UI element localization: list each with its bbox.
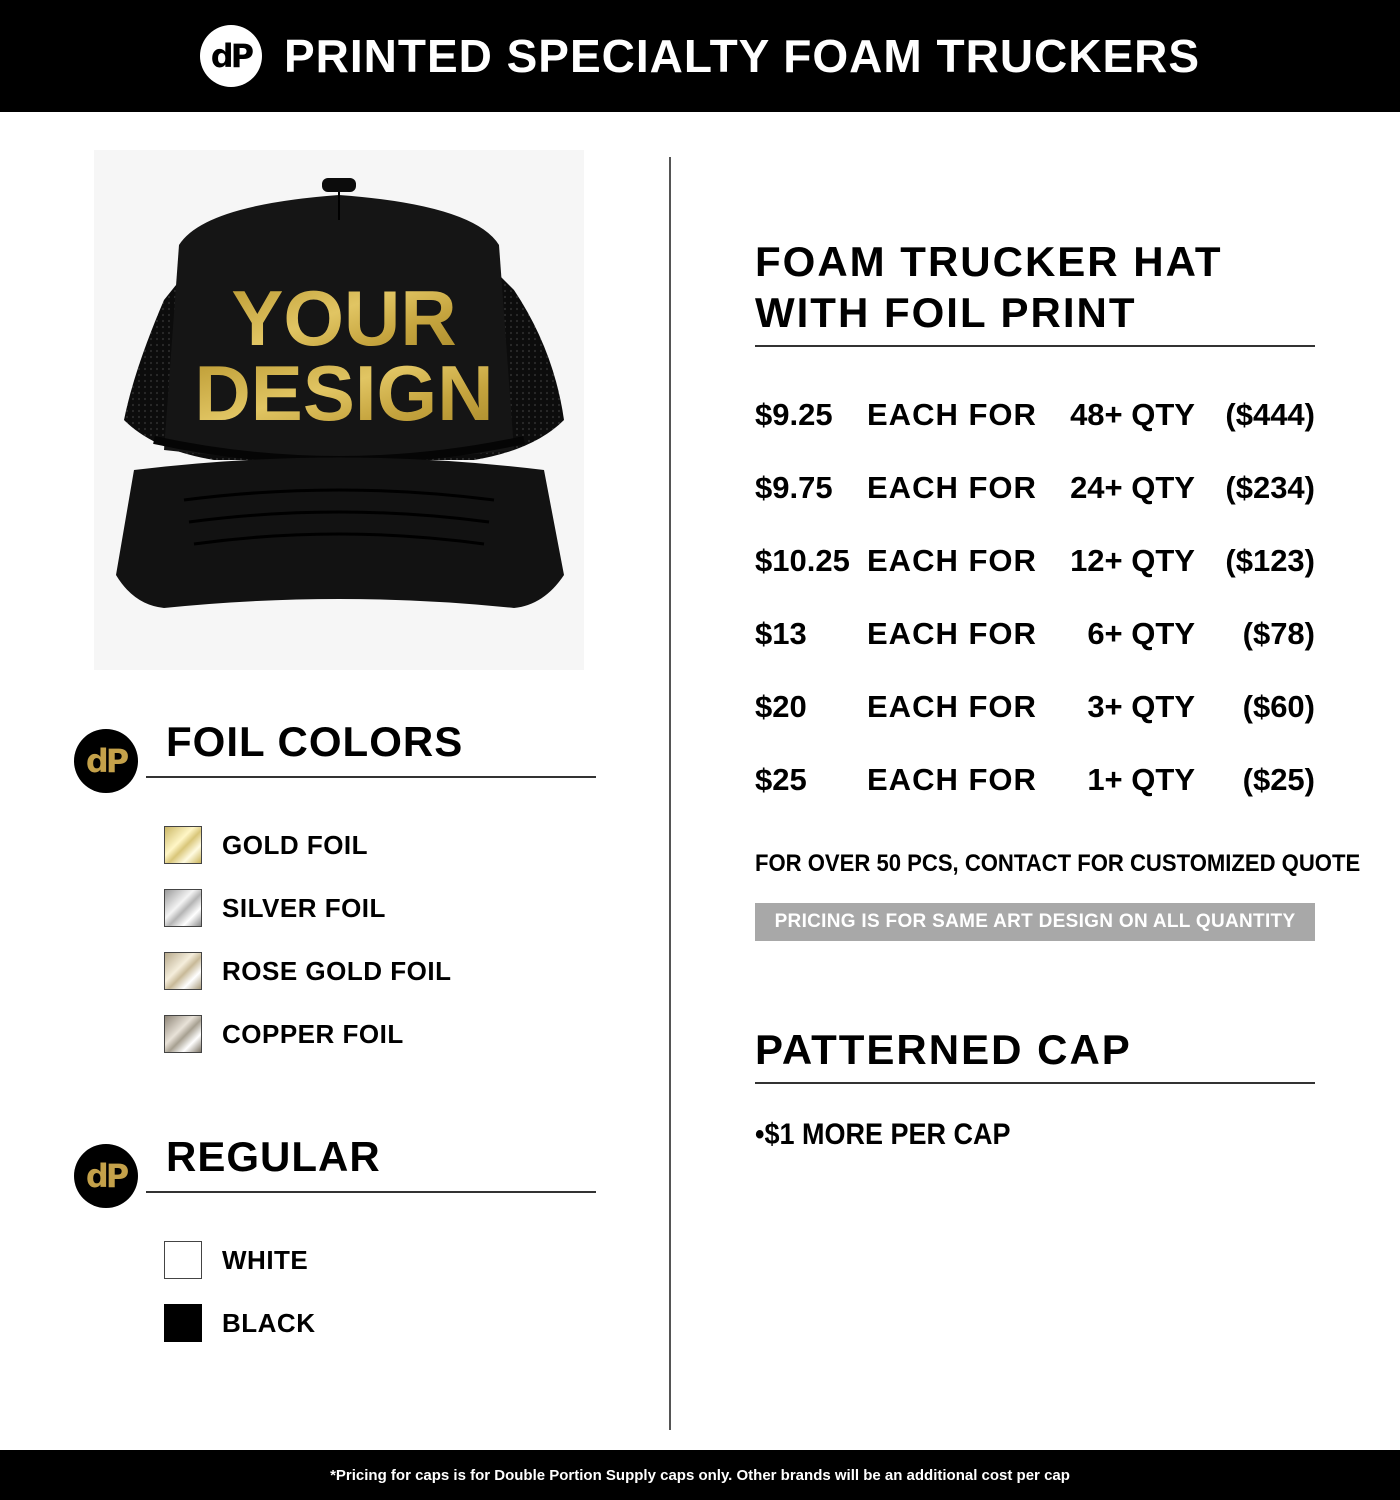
price-each: EACH FOR xyxy=(867,470,1037,505)
price-total: ($123) xyxy=(1225,543,1315,578)
regular-section-logo-text: dP xyxy=(85,1157,127,1195)
price-each: EACH FOR xyxy=(867,397,1037,432)
rose-gold-foil-swatch xyxy=(164,952,202,990)
same-art-note: PRICING IS FOR SAME ART DESIGN ON ALL QUANTITY xyxy=(755,903,1315,941)
white-swatch xyxy=(164,1241,202,1279)
price-each: EACH FOR xyxy=(867,762,1037,797)
silver-foil-swatch xyxy=(164,889,202,927)
page-header xyxy=(0,0,1400,112)
price-row xyxy=(755,616,1315,656)
price-qty: 48+ QTY xyxy=(1070,397,1195,432)
contact-note: FOR OVER 50 PCS, CONTACT FOR CUSTOMIZED QUOTE xyxy=(755,850,1361,877)
foil-section-logo-text: dP xyxy=(85,742,127,780)
brand-logo-text: dP xyxy=(210,37,252,75)
regular-option-white xyxy=(164,1241,308,1279)
foil-option-label: COPPER FOIL xyxy=(222,1018,404,1049)
price-value: $20 xyxy=(755,689,807,724)
foil-colors-rule xyxy=(146,776,596,778)
regular-option-black xyxy=(164,1304,316,1342)
price-row xyxy=(755,689,1315,729)
price-value: $9.25 xyxy=(755,397,833,432)
regular-option-label: BLACK xyxy=(222,1307,316,1338)
regular-section-logo xyxy=(74,1144,138,1208)
page-title: PRINTED SPECIALTY FOAM TRUCKERS xyxy=(283,30,1201,82)
price-qty: 1+ QTY xyxy=(1087,762,1195,797)
foil-option-label: SILVER FOIL xyxy=(222,892,386,923)
patterned-rule xyxy=(755,1082,1315,1084)
price-qty: 3+ QTY xyxy=(1087,689,1195,724)
hat-print-line1: YOUR xyxy=(231,274,457,362)
copper-foil-swatch xyxy=(164,1015,202,1053)
price-total: ($444) xyxy=(1225,397,1315,432)
price-qty: 24+ QTY xyxy=(1070,470,1195,505)
price-row xyxy=(755,762,1315,802)
pricing-rule xyxy=(755,345,1315,347)
price-each: EACH FOR xyxy=(867,616,1037,651)
price-row xyxy=(755,470,1315,510)
foil-option-rose-gold xyxy=(164,952,451,990)
price-row xyxy=(755,543,1315,583)
regular-rule xyxy=(146,1191,596,1193)
price-value: $25 xyxy=(755,762,807,797)
price-each: EACH FOR xyxy=(867,543,1037,578)
foil-option-label: GOLD FOIL xyxy=(222,829,369,860)
pricing-title-line2: WITH FOIL PRINT xyxy=(755,289,1137,336)
price-qty: 6+ QTY xyxy=(1087,616,1195,651)
foil-option-gold xyxy=(164,826,368,864)
gold-foil-swatch xyxy=(164,826,202,864)
patterned-bullet: •$1 MORE PER CAP xyxy=(755,1118,1011,1151)
foil-colors-title: FOIL COLORS xyxy=(166,718,464,765)
page-footer xyxy=(0,1450,1400,1500)
price-total: ($60) xyxy=(1242,689,1315,724)
pricing-title xyxy=(755,236,1223,338)
price-row xyxy=(755,397,1315,437)
regular-option-label: WHITE xyxy=(222,1244,309,1275)
price-each: EACH FOR xyxy=(867,689,1037,724)
foil-section-logo xyxy=(74,729,138,793)
foil-option-copper xyxy=(164,1015,404,1053)
footer-note: *Pricing for caps is for Double Portion Supply caps only. Other brands will be an additional cost per cap xyxy=(330,1466,1070,1484)
regular-title: REGULAR xyxy=(166,1133,381,1180)
hat-print-line2: DESIGN xyxy=(194,349,494,437)
black-swatch xyxy=(164,1304,202,1342)
price-total: ($234) xyxy=(1225,470,1315,505)
column-divider xyxy=(669,157,671,1430)
price-total: ($25) xyxy=(1242,762,1315,797)
brand-logo xyxy=(200,25,262,87)
price-value: $13 xyxy=(755,616,807,651)
patterned-title: PATTERNED CAP xyxy=(755,1026,1132,1073)
hat-image xyxy=(94,150,584,670)
foil-option-silver xyxy=(164,889,386,927)
price-value: $10.25 xyxy=(755,543,850,578)
pricing-title-line1: FOAM TRUCKER HAT xyxy=(755,238,1223,285)
foil-option-label: ROSE GOLD FOIL xyxy=(222,955,452,986)
price-total: ($78) xyxy=(1242,616,1315,651)
price-value: $9.75 xyxy=(755,470,833,505)
price-qty: 12+ QTY xyxy=(1070,543,1195,578)
